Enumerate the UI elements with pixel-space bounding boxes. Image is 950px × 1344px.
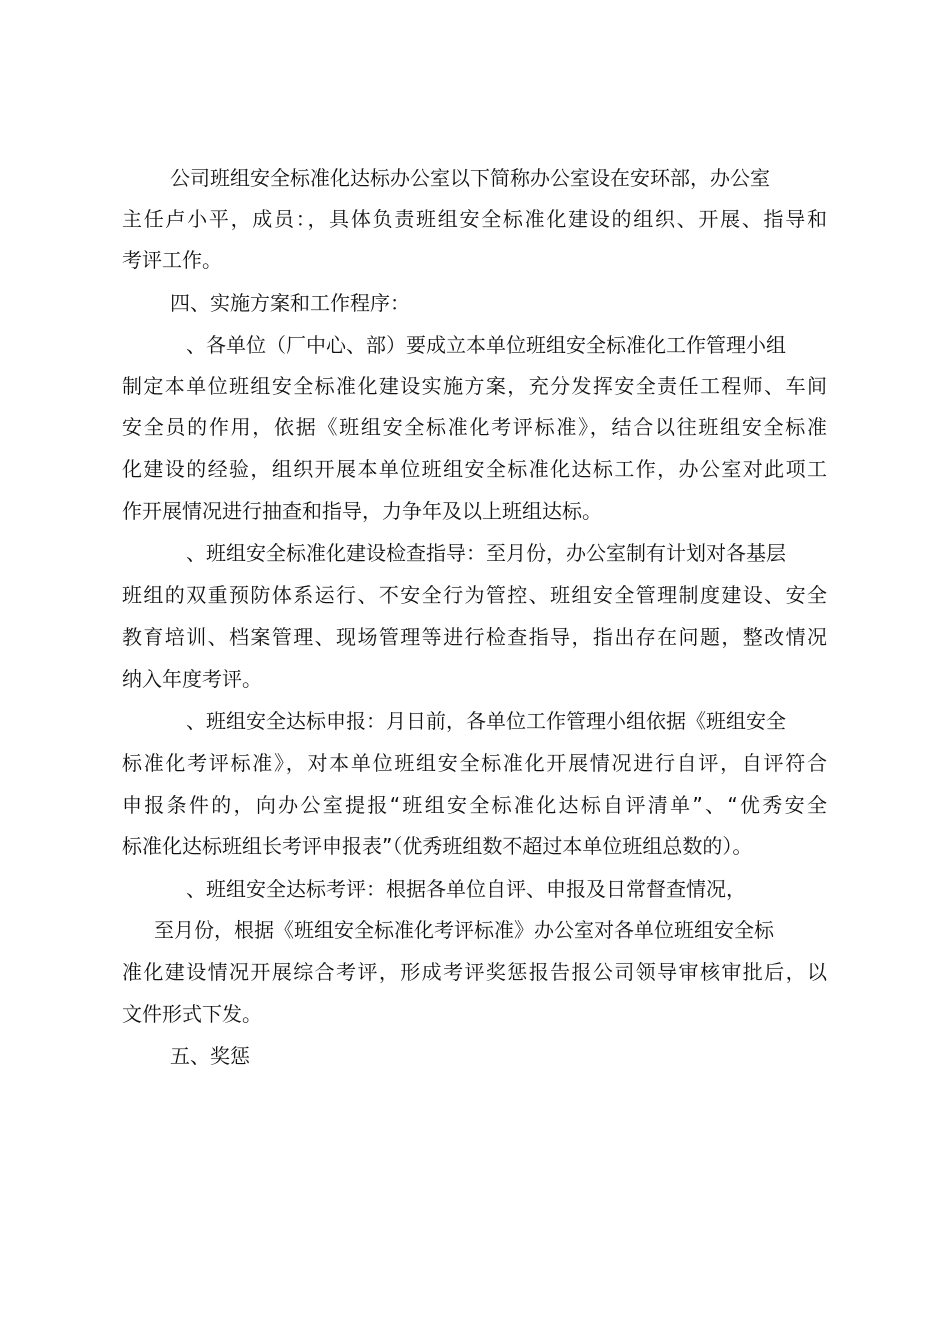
text-line: 班组的双重预防体系运行、不安全行为管控、班组安全管理制度建设、安全: [122, 583, 827, 607]
text-line: 标准化达标班组长考评申报表”（优秀班组数不超过本单位班组总数的）。: [122, 834, 753, 858]
text-line: 教育培训、档案管理、现场管理等进行检查指导，指出存在问题，整改情况: [122, 625, 827, 649]
text-line: 准化建设情况开展综合考评，形成考评奖惩报告报公司领导审核审批后，以: [122, 960, 827, 984]
text-line: 至月份，根据《班组安全标准化考评标准》办公室对各单位班组安全标: [154, 918, 774, 942]
text-line: 、各单位（厂中心、部）要成立本单位班组安全标准化工作管理小组: [186, 333, 786, 357]
text-line: 化建设的经验，组织开展本单位班组安全标准化达标工作，办公室对此项工: [122, 457, 827, 481]
text-line: 安全员的作用，依据《班组安全标准化考评标准》，结合以往班组安全标准: [122, 415, 827, 439]
paragraph-item-evaluation: 、班组安全达标考评：根据各单位自评、申报及日常督查情况，: [186, 877, 746, 901]
text-line: 公司班组安全标准化达标办公室以下简称办公室设在安环部，办公室: [170, 166, 770, 190]
text-line: 申报条件的，向办公室提报“班组安全标准化达标自评清单”、“优秀安全: [122, 793, 827, 817]
text-line: 制定本单位班组安全标准化建设实施方案，充分发挥安全责任工程师、车间: [122, 374, 827, 398]
text-line: 作开展情况进行抽查和指导，力争年及以上班组达标。: [122, 499, 602, 523]
section-heading: 五、奖惩: [170, 1044, 250, 1068]
text-line: 主任卢小平，成员：，具体负责班组安全标准化建设的组织、开展、指导和: [122, 207, 827, 231]
text-line: 、班组安全标准化建设检查指导：至月份，办公室制有计划对各基层: [186, 541, 786, 565]
text-line: 考评工作。: [122, 248, 222, 272]
text-line: 、班组安全达标申报：月日前，各单位工作管理小组依据《班组安全: [186, 709, 786, 733]
section-heading: 四、实施方案和工作程序：: [170, 291, 410, 315]
text-line: 文件形式下发。: [122, 1002, 262, 1026]
text-line: 标准化考评标准》，对本单位班组安全标准化开展情况进行自评，自评符合: [122, 751, 827, 775]
text-line: 纳入年度考评。: [122, 667, 262, 691]
